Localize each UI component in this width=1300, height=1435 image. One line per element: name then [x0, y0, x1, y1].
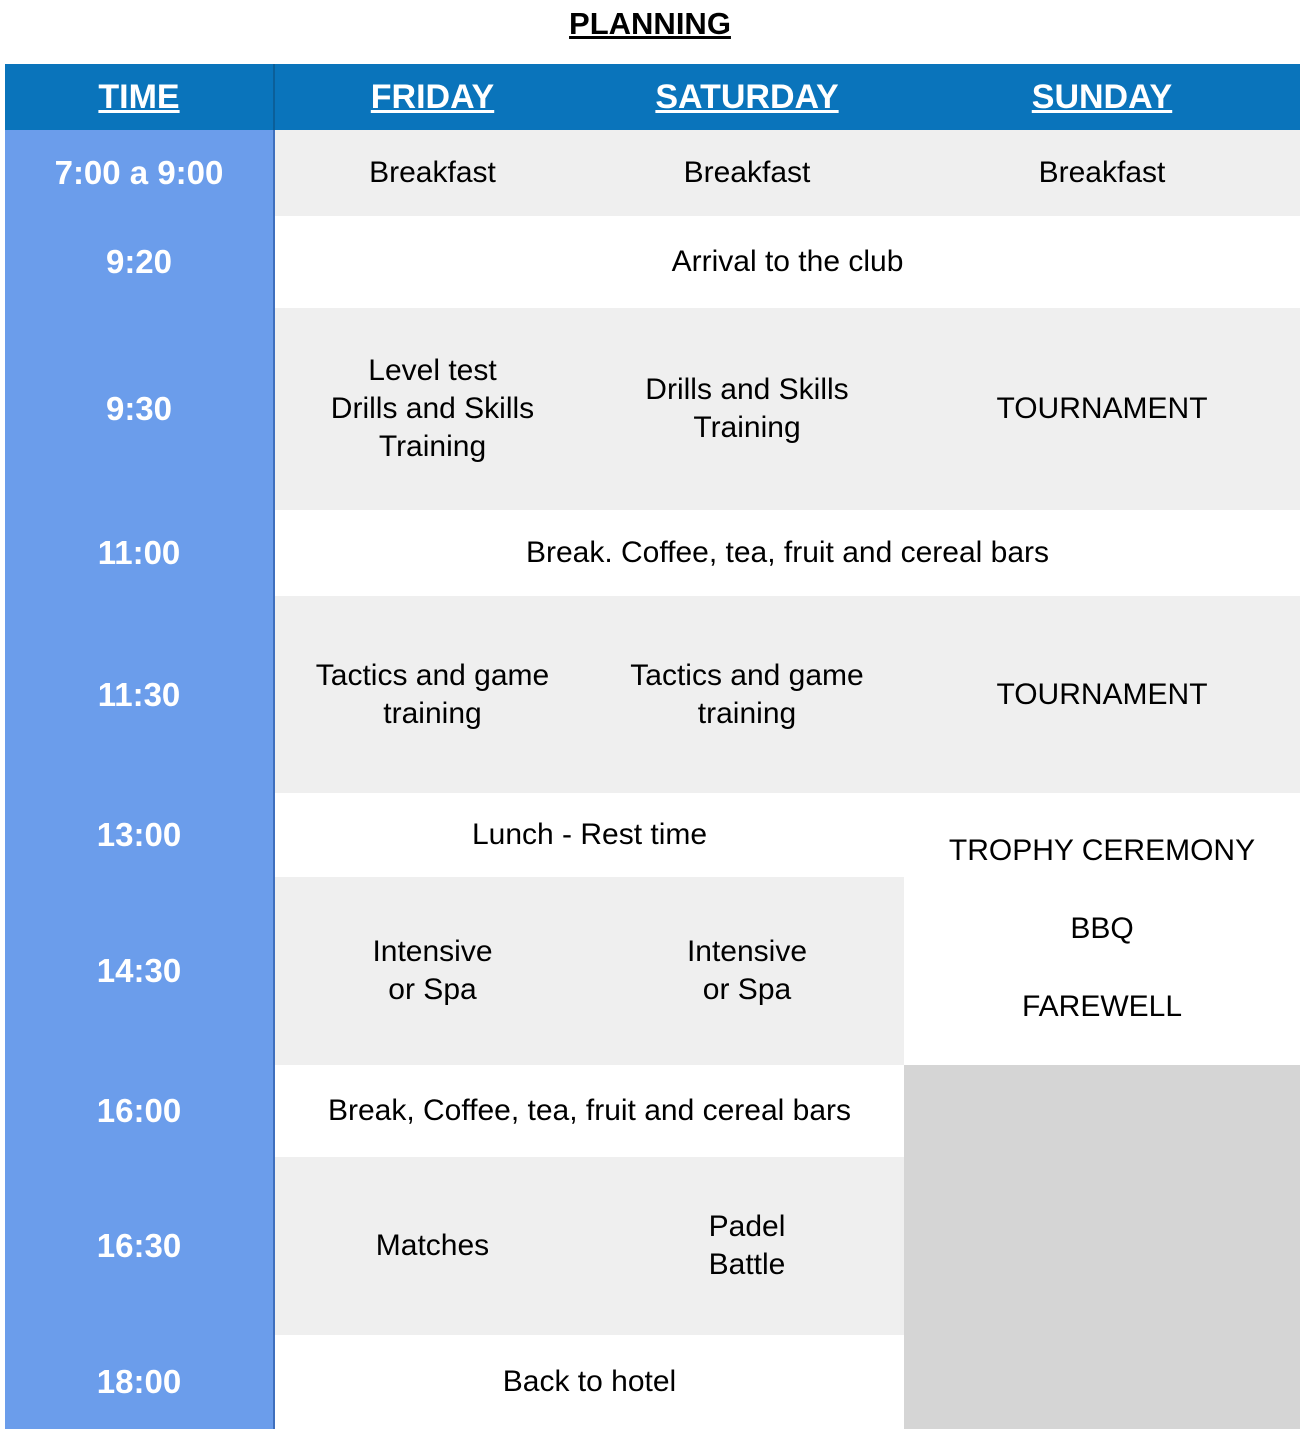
activity-cell: Lunch - Rest time — [275, 793, 904, 877]
activity-line: Intensive — [372, 935, 493, 968]
time-cell: 11:30 — [5, 596, 275, 793]
time-cell: 9:20 — [5, 216, 275, 308]
activity-line: training — [697, 696, 797, 730]
activity-cell — [275, 596, 590, 793]
activity-cell: Breakfast — [904, 130, 1300, 216]
activity-cell: Break, Coffee, tea, fruit and cereal bars — [275, 1065, 904, 1157]
activity-line: FAREWELL — [1021, 990, 1183, 1023]
time-cell: 7:00 a 9:00 — [5, 130, 275, 216]
activity-cell: Breakfast — [590, 130, 904, 216]
activity-line: Tactics and game — [630, 658, 864, 692]
time-cell: 9:30 — [5, 308, 275, 510]
schedule-table — [5, 64, 1300, 1431]
activity-line: Training — [378, 430, 487, 463]
activity-line: Drills and Skills — [645, 373, 849, 406]
activity-cell — [590, 596, 904, 793]
activity-line: or Spa — [702, 973, 792, 1006]
activity-line: Level test — [368, 354, 497, 387]
activity-line: or Spa — [388, 973, 477, 1006]
activity-cell — [590, 1157, 904, 1335]
activity-line: Intensive — [686, 935, 808, 968]
header-sunday: SUNDAY — [904, 64, 1300, 130]
activity-cell — [275, 308, 590, 510]
time-cell: 16:30 — [5, 1157, 275, 1335]
time-cell: 16:00 — [5, 1065, 275, 1157]
activity-line: Drills and Skills — [330, 392, 535, 425]
page-title: PLANNING — [569, 6, 731, 41]
time-cell: 18:00 — [5, 1335, 275, 1429]
activity-cell: Matches — [275, 1157, 590, 1335]
activity-cell: TOURNAMENT — [904, 308, 1300, 510]
header-friday: FRIDAY — [275, 64, 590, 130]
activity-line: Battle — [708, 1248, 786, 1281]
activity-cell: Arrival to the club — [275, 216, 1300, 308]
activity-line: TROPHY CEREMONY — [948, 834, 1256, 867]
time-cell: 13:00 — [5, 793, 275, 877]
activity-cell — [904, 793, 1300, 1065]
time-cell: 11:00 — [5, 510, 275, 596]
activity-cell — [275, 877, 590, 1065]
activity-cell: Breakfast — [275, 130, 590, 216]
activity-line: Tactics and game — [315, 658, 550, 692]
activity-line: Padel — [708, 1210, 786, 1243]
activity-line: BBQ — [1070, 912, 1134, 945]
activity-line: training — [383, 696, 482, 730]
activity-cell: TOURNAMENT — [904, 596, 1300, 793]
time-cell: 14:30 — [5, 877, 275, 1065]
header-time: TIME — [5, 64, 275, 130]
empty-cell — [904, 1065, 1300, 1429]
activity-cell: Back to hotel — [275, 1335, 904, 1429]
activity-cell — [590, 308, 904, 510]
header-saturday: SATURDAY — [590, 64, 904, 130]
activity-cell: Break. Coffee, tea, fruit and cereal bars — [275, 510, 1300, 596]
activity-line: Training — [693, 411, 801, 444]
activity-cell — [590, 877, 904, 1065]
